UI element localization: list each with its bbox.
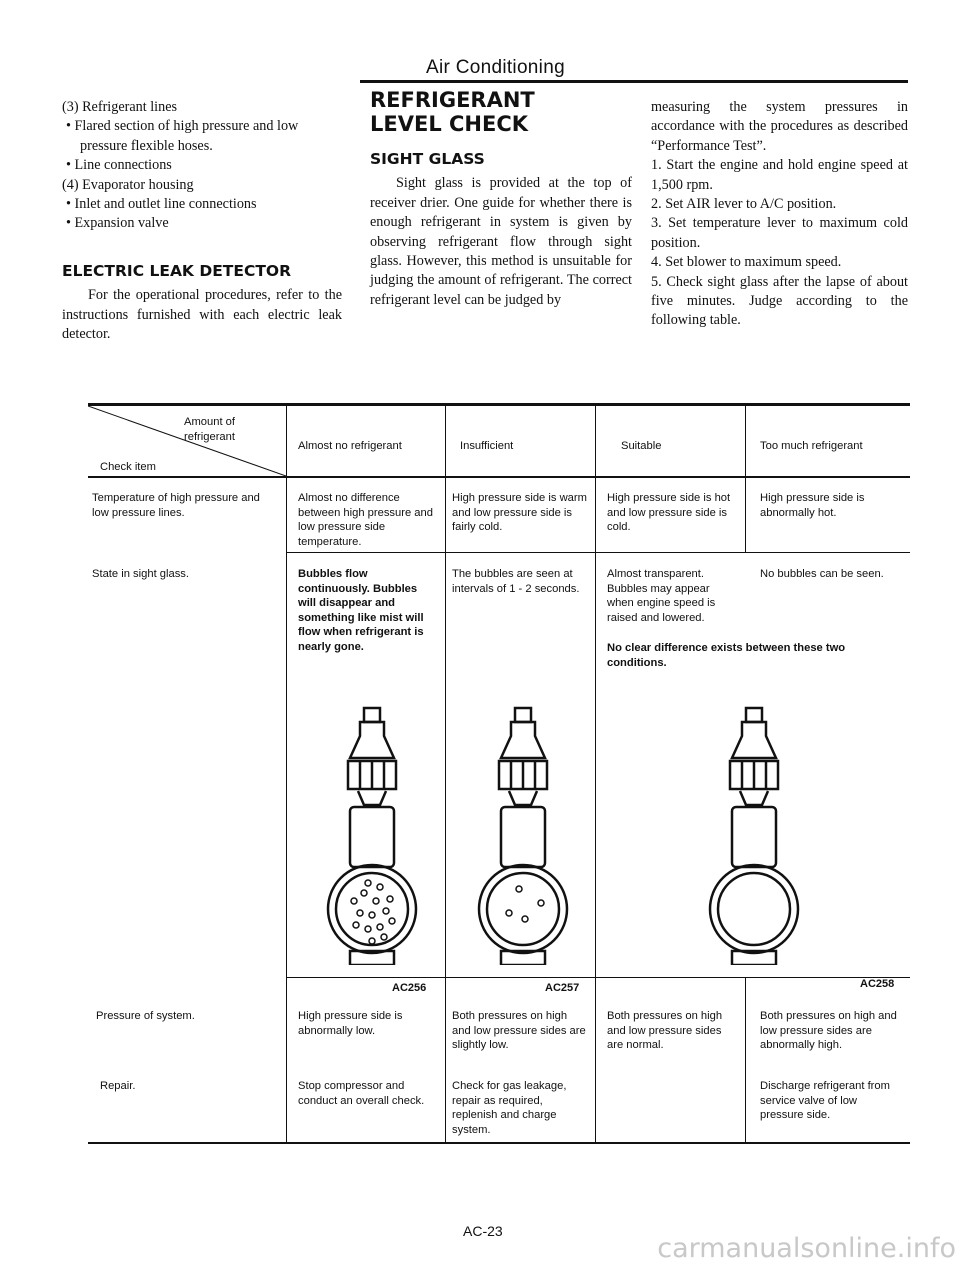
page-title: Air Conditioning — [426, 57, 565, 78]
cell-temp-suitable: High pressure side is hot and low pressure side is cold. — [607, 492, 731, 533]
table-bottom-rule — [88, 1142, 910, 1144]
left-column — [62, 98, 342, 344]
row-label-pressure: Pressure of system. — [96, 1010, 195, 1022]
header-rule — [360, 80, 908, 83]
sight-glass-figure-bubbles — [320, 703, 430, 965]
item-refrigerant-lines: (3) Refrigerant lines — [62, 99, 178, 115]
step-3: 3. Set temperature lever to maximum cold position. — [651, 215, 908, 251]
corner-amount-of-refrigerant: Amount of refrigerant — [184, 416, 235, 443]
row-label-sight-glass: State in sight glass. — [92, 568, 190, 580]
cell-glass-too-much: No bubbles can be seen. — [760, 568, 884, 580]
col-header-insufficient: Insufficient — [460, 440, 514, 452]
cell-temp-insufficient: High pressure side is warm and low pressure side is fairly cold. — [452, 492, 587, 533]
middle-column — [370, 88, 632, 310]
cell-temp-too-much: High pressure side is abnormally hot. — [760, 492, 865, 519]
table-vrule-4a — [745, 403, 746, 552]
item-evaporator-housing: (4) Evaporator housing — [62, 176, 194, 193]
item-line-connections: • Line connections — [62, 156, 342, 175]
cell-temp-almost-no: Almost no difference between high pressure and low pressure side temperature. — [298, 492, 433, 548]
sight-glass-figure-clear — [702, 703, 812, 965]
table-row-rule-1 — [286, 552, 910, 553]
figure-label-ac256: AC256 — [392, 982, 427, 994]
cell-glass-almost-no: Bubbles flow continuously. Bubbles will disappear and something like mist will flow when refrigerant is nearly gone. — [298, 568, 424, 653]
corner-check-item: Check item — [100, 461, 156, 473]
table-vrule-2 — [445, 403, 446, 1142]
cell-glass-note: No clear difference exists between these two conditions. — [607, 642, 846, 669]
cell-repair-insufficient: Check for gas leakage, repair as required, replenish and charge system. — [452, 1080, 567, 1136]
section-heading-level-check: LEVEL CHECK — [370, 112, 529, 136]
section-heading-refrigerant: REFRIGERANT — [370, 88, 535, 112]
cell-pressure-almost-no: High pressure side is abnormally low. — [298, 1010, 403, 1037]
table-row-rule-2 — [286, 977, 910, 978]
step-1: 1. Start the engine and hold engine speed at 1,500 rpm. — [651, 157, 908, 193]
sight-glass-figure-intervals — [471, 703, 581, 965]
table-vrule-3 — [595, 403, 596, 1142]
section-heading-electric-leak: ELECTRIC LEAK DETECTOR — [62, 261, 292, 280]
page-number: AC-23 — [463, 1223, 503, 1239]
performance-test-paragraph: measuring the system pressures in accordance with the procedures as described “Performance Test”. — [651, 99, 908, 154]
col-header-almost-no: Almost no refrigerant — [298, 440, 402, 452]
item-inlet-outlet: • Inlet and outlet line connections — [62, 195, 342, 214]
col-header-suitable: Suitable — [621, 440, 662, 452]
cell-glass-insufficient: The bubbles are seen at intervals of 1 - 2 seconds. — [452, 568, 580, 595]
electric-leak-paragraph: For the operational procedures, refer to the instructions furnished with each electric leak detector. — [62, 287, 342, 343]
table-vrule-4b — [745, 977, 746, 1142]
item-expansion-valve: • Expansion valve — [62, 214, 342, 233]
item-flared-section: • Flared section of high pressure and low pressure flexible hoses. — [62, 117, 342, 156]
cell-pressure-insufficient: Both pressures on high and low pressure sides are slightly low. — [452, 1010, 586, 1051]
cell-pressure-suitable: Both pressures on high and low pressure sides are normal. — [607, 1010, 723, 1051]
sight-glass-paragraph: Sight glass is provided at the top of receiver drier. One guide for whether there is enough refrigerant in system is given by observing refrigerant flow through sight glass. However, this method is unsuitable for judging the amount of refrigerant. The correct refrigerant level can be judged by — [370, 175, 632, 308]
step-2: 2. Set AIR lever to A/C position. — [651, 196, 837, 213]
step-4: 4. Set blower to maximum speed. — [651, 254, 842, 271]
cell-glass-suitable: Almost transparent. Bubbles may appear when engine speed is raised and lowered. — [607, 568, 716, 624]
row-label-repair: Repair. — [100, 1080, 136, 1092]
cell-repair-almost-no: Stop compressor and conduct an overall check. — [298, 1080, 425, 1107]
watermark: carmanualsonline.info — [657, 1233, 956, 1264]
refrigerant-level-table — [88, 403, 910, 1143]
cell-pressure-too-much: Both pressures on high and low pressure sides are abnormally high. — [760, 1010, 897, 1051]
subheading-sight-glass: SIGHT GLASS — [370, 150, 485, 168]
figure-label-ac258: AC258 — [860, 978, 895, 990]
figure-label-ac257: AC257 — [545, 982, 580, 994]
row-label-temperature: Temperature of high pressure and low pressure lines. — [92, 492, 260, 519]
cell-repair-too-much: Discharge refrigerant from service valve of low pressure side. — [760, 1080, 890, 1121]
table-vrule-1 — [286, 403, 287, 1142]
step-5: 5. Check sight glass after the lapse of about five minutes. Judge according to the following table. — [651, 273, 908, 329]
right-column — [651, 98, 908, 331]
col-header-too-much: Too much refrigerant — [760, 440, 863, 452]
